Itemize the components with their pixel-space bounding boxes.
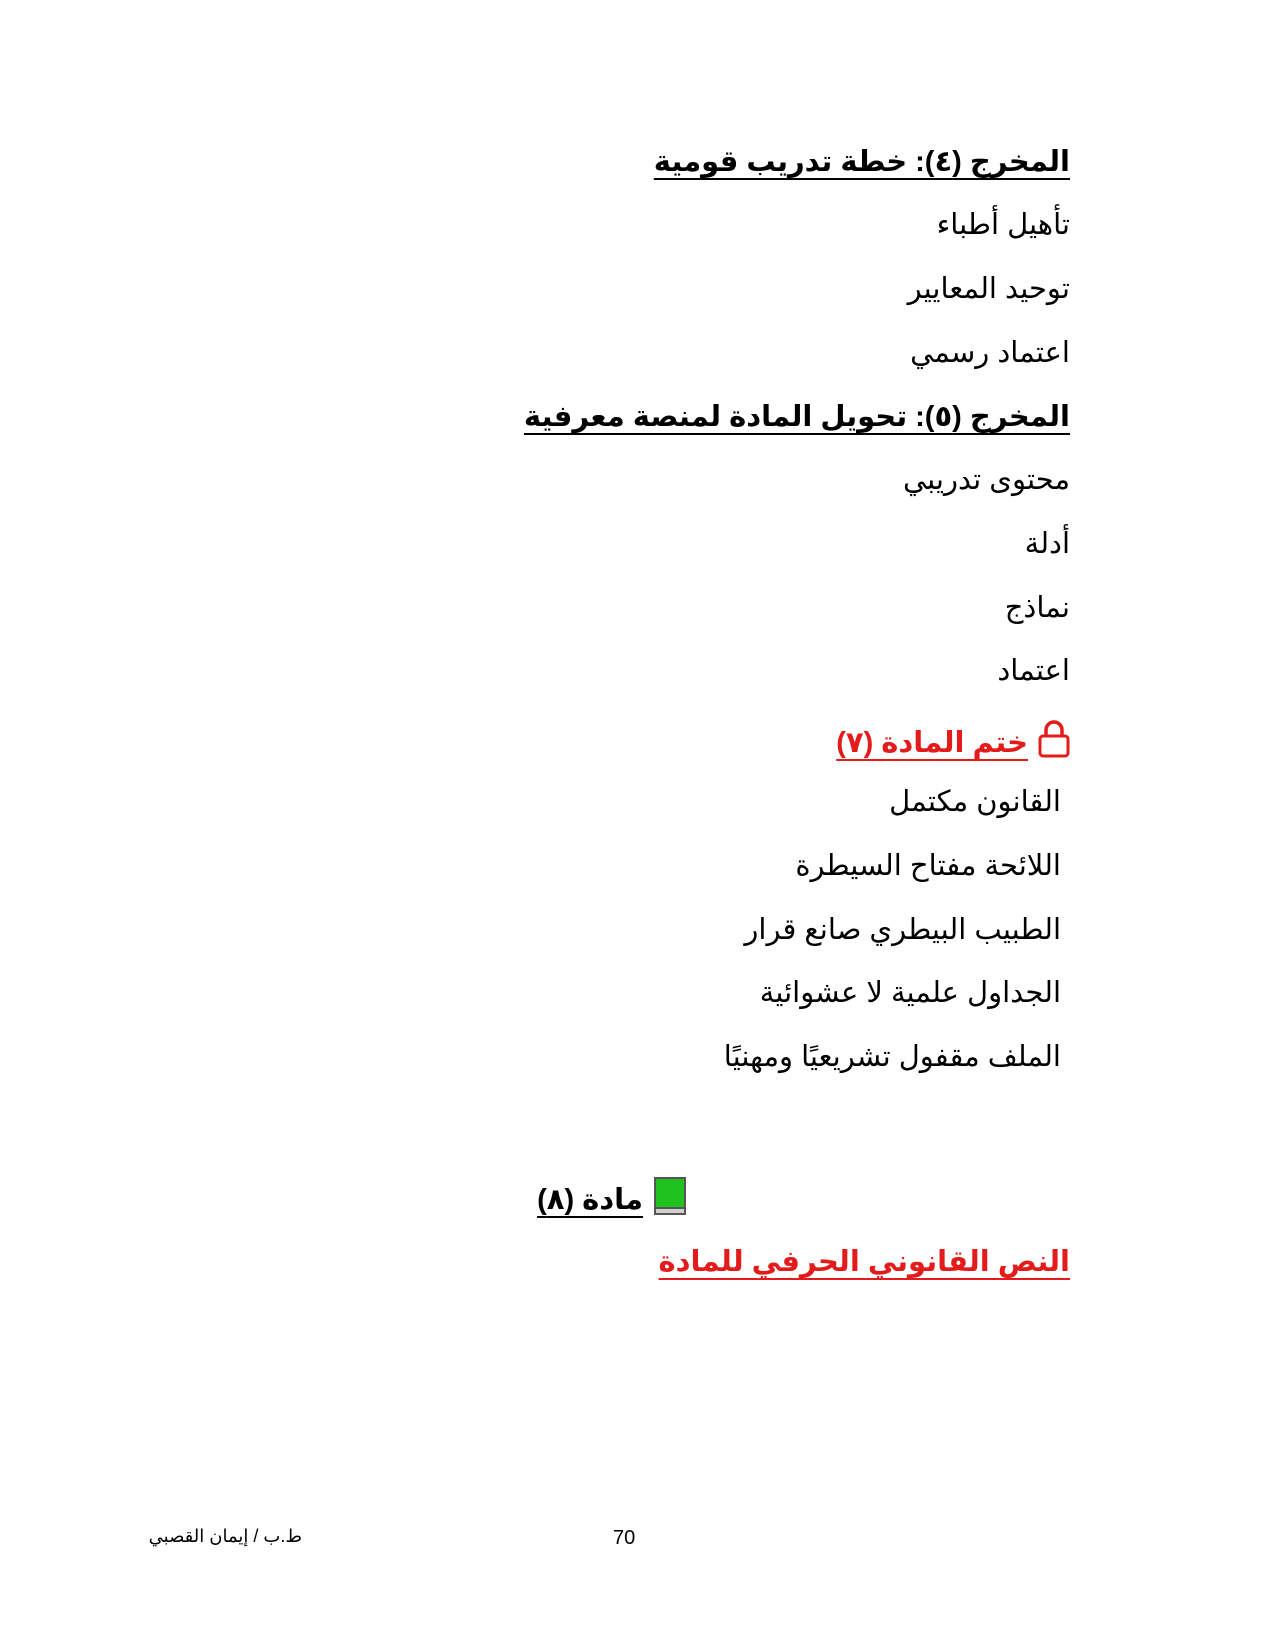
output4-item-3: اعتماد رسمي — [910, 337, 1070, 369]
article8-heading — [537, 1176, 687, 1227]
output4-item-1: تأهيل أطباء — [936, 209, 1070, 241]
output4-item-2: توحيد المعايير — [907, 273, 1070, 305]
seal-heading — [836, 720, 1070, 769]
output5-item-4: اعتماد — [997, 655, 1070, 687]
green-book-icon — [653, 1176, 687, 1227]
lock-icon — [1038, 720, 1070, 769]
output5-heading: المخرج (٥): تحويل المادة لمنصة معرفية — [523, 401, 1070, 433]
seal-item-5: الملف مقفول تشريعيًا ومهنيًا — [723, 1041, 1061, 1073]
output5-item-2: أدلة — [1024, 528, 1070, 560]
output4-heading: المخرج (٤): خطة تدريب قومية — [653, 146, 1070, 178]
footer-author: ط.ب / إيمان القصبي — [148, 1526, 302, 1546]
seal-item-3: الطبيب البيطري صانع قرار — [744, 914, 1061, 946]
output5-item-3: نماذج — [1004, 592, 1070, 624]
seal-item-2: اللائحة مفتاح السيطرة — [795, 850, 1061, 882]
literal-text-heading: النص القانوني الحرفي للمادة — [658, 1246, 1070, 1278]
output5-item-1: محتوى تدريبي — [902, 464, 1070, 496]
seal-title: ختم المادة (٧) — [836, 727, 1028, 760]
article8-title: مادة (٨) — [537, 1184, 643, 1217]
seal-item-1: القانون مكتمل — [889, 786, 1061, 818]
seal-item-4: الجداول علمية لا عشوائية — [759, 977, 1061, 1009]
page-number: 70 — [613, 1527, 636, 1549]
